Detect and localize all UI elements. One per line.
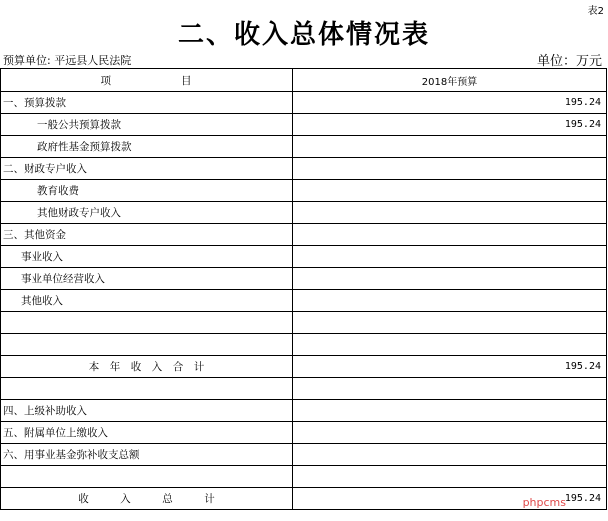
table-row: [1, 400, 607, 422]
row-label: 收 入 总 计: [1, 488, 293, 509]
row-value: [293, 158, 607, 179]
table-row: [1, 136, 607, 158]
row-value: [293, 180, 607, 201]
row-label: 一、预算拨款: [1, 92, 293, 113]
table-row: [1, 224, 607, 246]
header-item: 项 目: [1, 69, 293, 91]
table-header: [1, 69, 607, 92]
table-row: [1, 246, 607, 268]
watermark-logo: phpcms: [522, 496, 566, 509]
table-row-total: [1, 488, 607, 510]
row-label: 五、附属单位上缴收入: [1, 422, 293, 443]
row-label: 二、财政专户收入: [1, 158, 293, 179]
table-number: 表2: [587, 6, 604, 17]
table-row: [1, 114, 607, 136]
table-row: [1, 158, 607, 180]
table-row: [1, 180, 607, 202]
row-value: [293, 268, 607, 289]
row-value: 195.24: [293, 114, 607, 135]
row-value: [293, 422, 607, 443]
table-row: [1, 466, 607, 488]
row-value: [293, 312, 607, 333]
row-value: [293, 202, 607, 223]
row-label: [1, 378, 293, 399]
page-title: 二、收入总体情况表: [177, 20, 430, 50]
row-value: 195.24: [293, 356, 607, 377]
row-value: [293, 224, 607, 245]
table-row: [1, 202, 607, 224]
budget-unit: 预算单位: 平远县人民法院: [3, 54, 132, 67]
row-value: 195.24: [293, 92, 607, 113]
row-value: [293, 246, 607, 267]
table-row: [1, 378, 607, 400]
row-label: 本 年 收 入 合 计: [1, 356, 293, 377]
row-label: 四、上级补助收入: [1, 400, 293, 421]
row-label: 事业单位经营收入: [1, 268, 293, 289]
row-label: 三、其他资金: [1, 224, 293, 245]
row-value: [293, 290, 607, 311]
row-label: 事业收入: [1, 246, 293, 267]
row-value: [293, 136, 607, 157]
row-label: 其他财政专户收入: [1, 202, 293, 223]
table-row: [1, 312, 607, 334]
row-value: [293, 378, 607, 399]
row-value: [293, 334, 607, 355]
table-row-subtotal: [1, 356, 607, 378]
table-row: [1, 92, 607, 114]
table-row: [1, 290, 607, 312]
table-row: [1, 444, 607, 466]
row-label: 一般公共预算拨款: [1, 114, 293, 135]
currency-unit: 单位：万元: [536, 54, 602, 69]
income-table: [0, 68, 607, 510]
row-value: 195.24: [293, 488, 607, 509]
table-row: [1, 422, 607, 444]
row-value: [293, 444, 607, 465]
row-label: 其他收入: [1, 290, 293, 311]
row-value: [293, 400, 607, 421]
row-label: 六、用事业基金弥补收支总额: [1, 444, 293, 465]
row-label: [1, 466, 293, 487]
row-label: [1, 312, 293, 333]
table-row: [1, 268, 607, 290]
row-label: 政府性基金预算拨款: [1, 136, 293, 157]
table-row: [1, 334, 607, 356]
row-label: 教育收费: [1, 180, 293, 201]
row-label: [1, 334, 293, 355]
header-budget: 2018年预算: [293, 69, 607, 91]
row-value: [293, 466, 607, 487]
